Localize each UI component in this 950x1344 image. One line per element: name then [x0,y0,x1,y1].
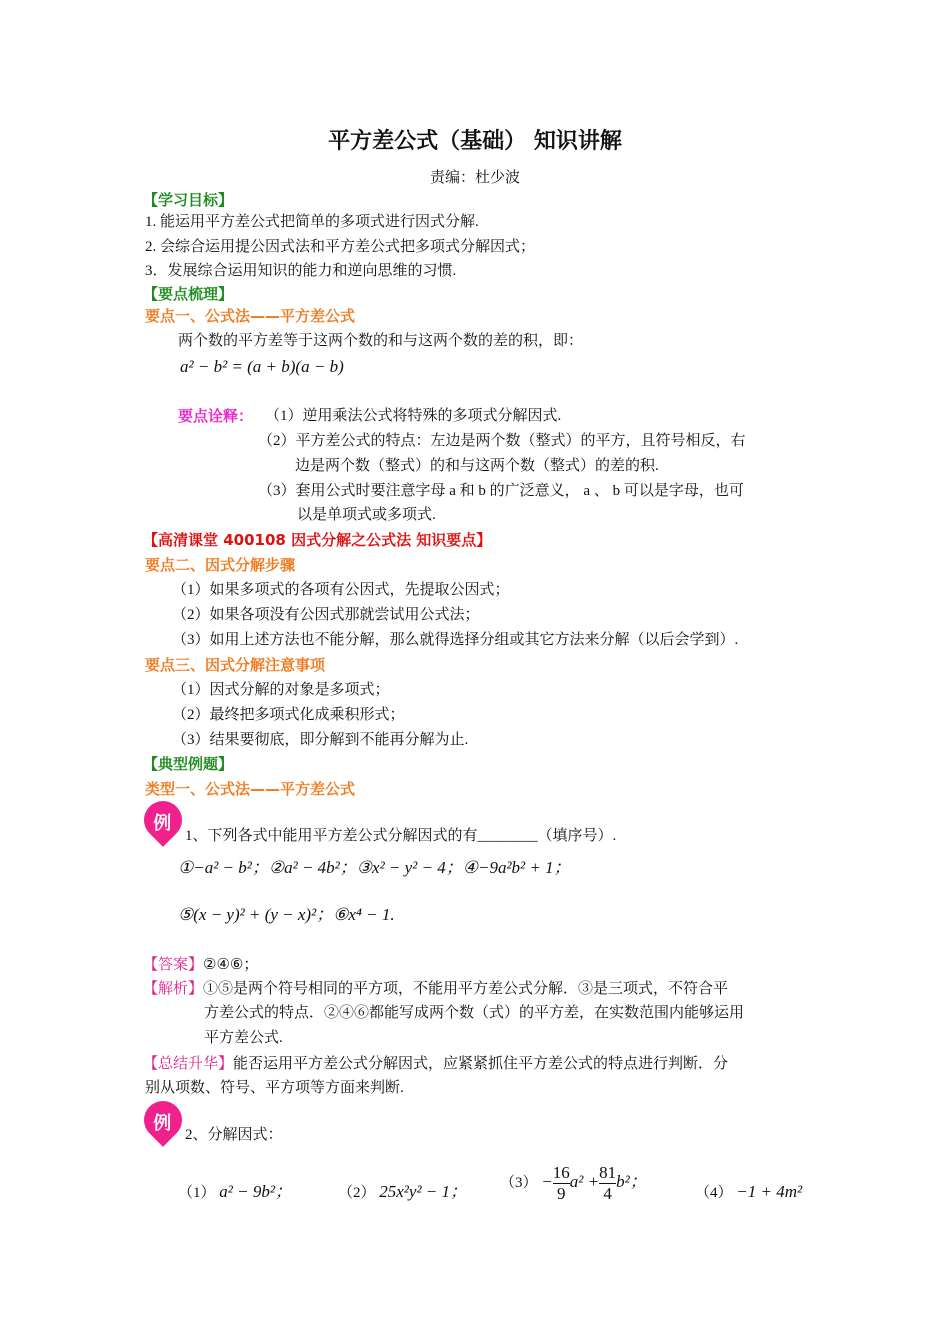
example2-part1: （1） a² − 9b²； [178,1182,292,1201]
answer-label: 【答案】 [143,955,204,973]
point3-item: （2）最终把多项式化成乘积形式； [172,707,405,723]
note-3: （3）套用公式时要注意字母 a 和 b 的广泛意义， a 、 b 可以是字母，也可 [258,483,744,499]
analysis: 【解析】①⑤是两个符号相同的平方项，不能用平方差公式分解．③是三项式，不符合平 [143,979,729,997]
point3-heading: 要点三、因式分解注意事项 [145,656,326,674]
note-3-cont: 以是单项式或多项式. [297,507,436,523]
goals-heading: 【学习目标】 [143,191,234,209]
lesson-link: 【高清课堂 400108 因式分解之公式法 知识要点】 [143,531,492,549]
example-badge-icon: 例 [136,1093,190,1147]
example2-part2: （2） 25x²y² − 1； [338,1182,468,1201]
summary: 【总结升华】能否运用平方差公式分解因式，应紧紧抓住平方差公式的特点进行判断．分 [143,1054,729,1072]
example-badge-icon: 例 [136,793,190,847]
point2-item: （1）如果多项式的各项有公因式，先提取公因式； [172,582,510,598]
point3-item: （3）结果要彻底，即分解到不能再分解为止. [172,732,469,748]
point2-item: （3）如用上述方法也不能分解，那么就得选择分组或其它方法来分解（以后会学到）. [172,632,739,648]
analysis-cont: 方差公式的特点．②④⑥都能写成两个数（式）的平方差，在实数范围内能够运用 [204,1005,745,1021]
page-title: 平方差公式（基础） 知识讲解 [328,129,622,154]
example1-options-2: ⑤(x − y)² + (y − x)²；⑥x⁴ − 1. [178,905,395,924]
goal-item: 2. 会综合运用提公因式法和平方差公式把多项式分解因式； [145,239,536,255]
answer: 【答案】②④⑥； [143,955,259,973]
summary-label: 【总结升华】 [143,1054,234,1072]
goal-item: 3．发展综合运用知识的能力和逆向思维的习惯. [145,263,457,279]
note-1: （1）逆用乘法公式将特殊的多项式分解因式. [265,408,562,424]
example1-question: 1、下列各式中能用平方差公式分解因式的有________（填序号）. [185,828,617,844]
point1-text: 两个数的平方差等于这两个数的和与这两个数的差的积，即： [178,333,584,349]
example2-part3: （3） − $\frac{16}{9}$ a² + $\frac{81}{4}$ b²； [500,1162,647,1203]
analysis-cont: 平方差公式. [204,1030,283,1046]
formula: a² − b² = (a + b)(a − b) [180,357,344,376]
points-heading: 【要点梳理】 [143,285,234,303]
author: 责编：杜少波 [429,170,520,186]
analysis-label: 【解析】 [143,979,204,997]
example1-options-1: ①−a² − b²；②a² − 4b²；③x² − y² − 4；④−9a²b² + 1； [178,858,571,877]
type1-heading: 类型一、公式法——平方差公式 [145,780,356,798]
note-2: （2）平方差公式的特点：左边是两个数（整式）的平方，且符号相反，右 [258,433,746,449]
note-2-cont: 边是两个数（整式）的和与这两个数（整式）的差的积. [295,458,659,474]
point2-heading: 要点二、因式分解步骤 [145,556,296,574]
point1-heading: 要点一、公式法——平方差公式 [145,307,356,325]
point3-item: （1）因式分解的对象是多项式； [172,682,390,698]
goal-item: 1. 能运用平方差公式把简单的多项式进行因式分解. [145,214,479,230]
note-label: 要点诠释： [178,407,254,425]
summary-cont: 别从项数、符号、平方项等方面来判断. [145,1080,404,1096]
examples-heading: 【典型例题】 [143,755,234,773]
example2-question: 2、分解因式： [185,1127,283,1143]
example2-part4: （4） −1 + 4m² [695,1182,803,1201]
point2-item: （2）如果各项没有公因式那就尝试用公式法； [172,607,480,623]
